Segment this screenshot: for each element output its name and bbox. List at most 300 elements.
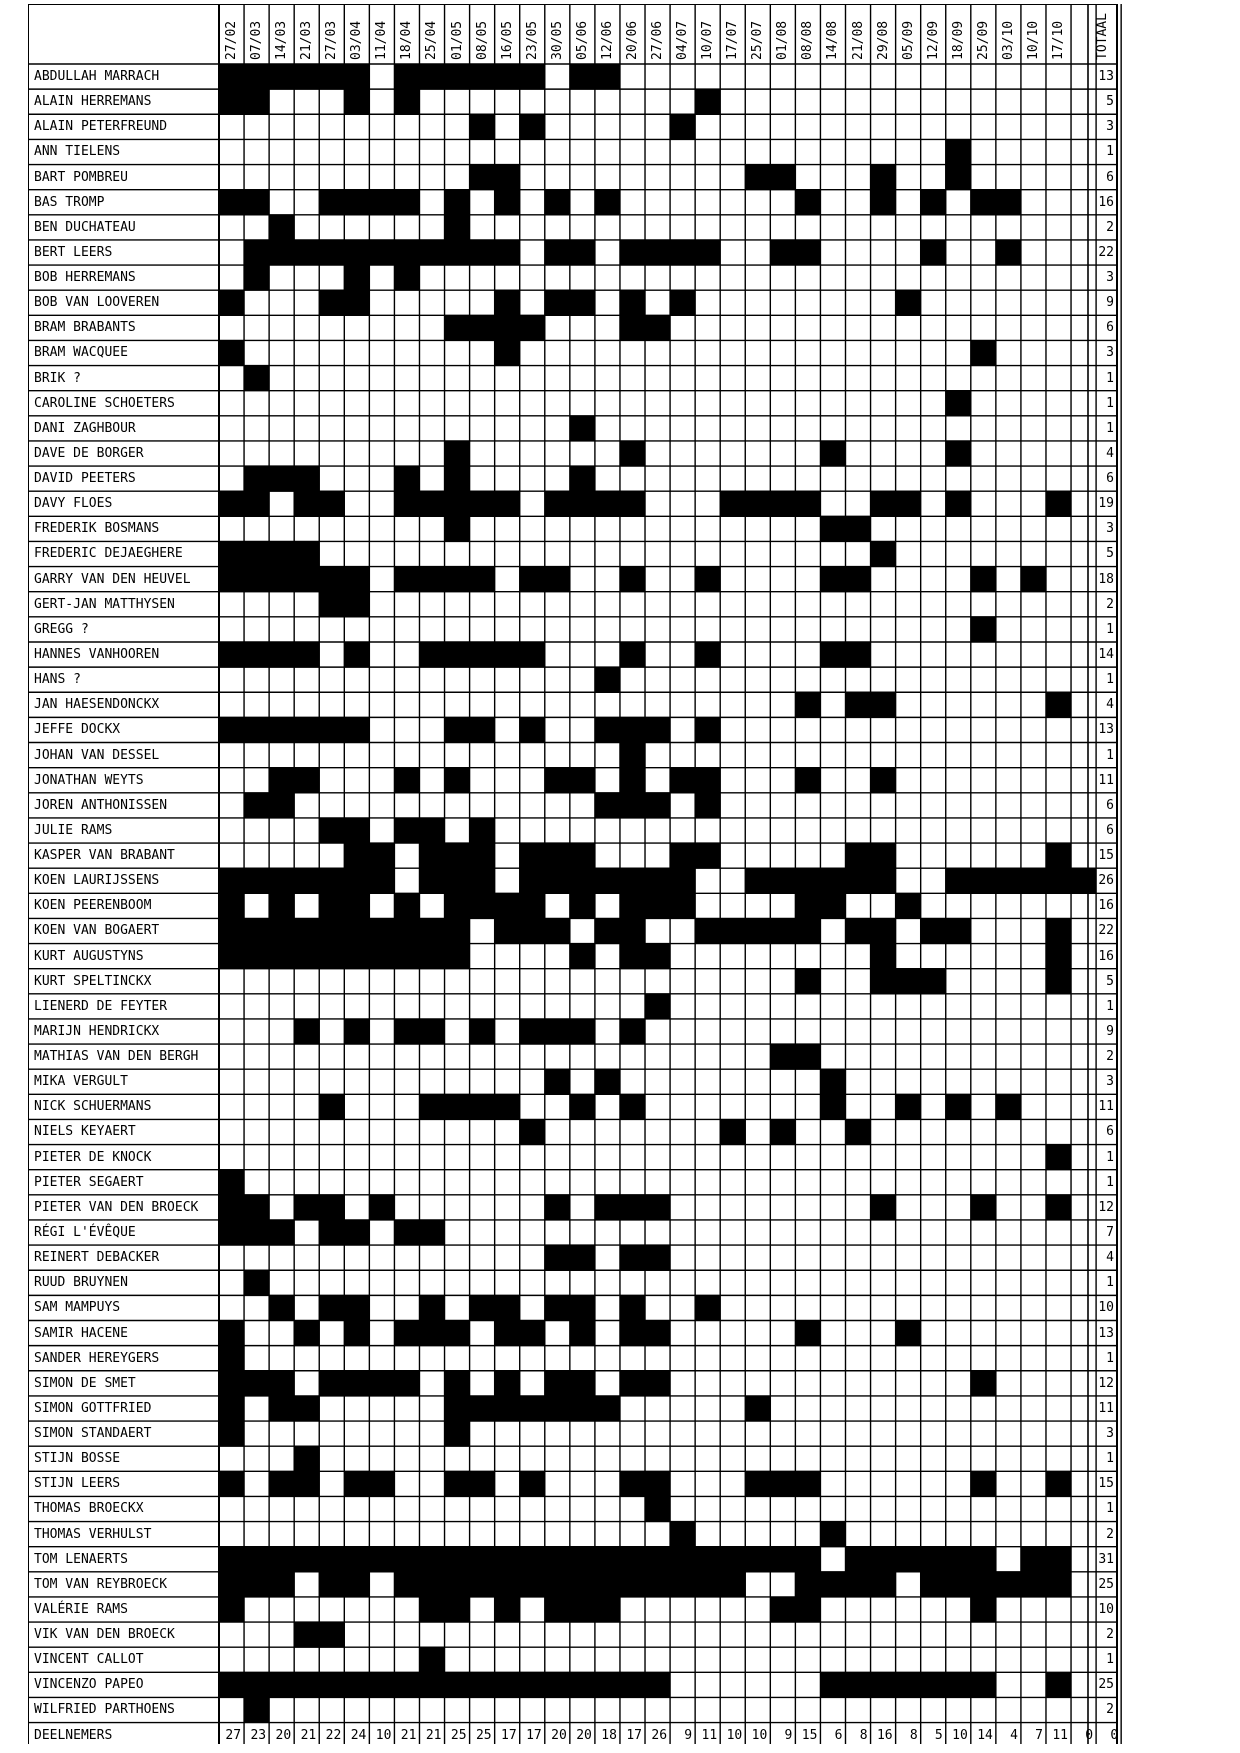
attendance-mark (445, 768, 470, 794)
participant-name: SANDER HEREYGERS (34, 1350, 160, 1366)
attendance-mark (495, 165, 520, 191)
attendance-mark (394, 1547, 419, 1573)
attendance-mark (219, 290, 244, 316)
attendance-mark (770, 491, 795, 517)
attendance-mark (319, 64, 344, 90)
attendance-mark (645, 240, 670, 266)
attendance-mark (846, 1572, 871, 1598)
attendance-mark (445, 1547, 470, 1573)
attendance-mark (871, 843, 896, 869)
participant-total: 1 (1106, 1275, 1114, 1291)
attendance-mark (645, 315, 670, 341)
attendance-mark (419, 567, 444, 593)
participant-total: 19 (1098, 496, 1114, 512)
attendance-mark (269, 1471, 294, 1497)
participant-total: 3 (1106, 119, 1114, 135)
attendance-mark (520, 1396, 545, 1422)
attendance-mark (319, 1195, 344, 1221)
attendance-mark (495, 918, 520, 944)
footer-count: 6 (834, 1727, 843, 1743)
attendance-mark (820, 893, 845, 919)
attendance-mark (244, 1672, 269, 1698)
participant-total: 13 (1098, 1325, 1114, 1341)
participant-name: ALAIN HERREMANS (34, 94, 152, 110)
attendance-mark (1046, 868, 1071, 894)
participant-name: RUUD BRUYNEN (34, 1275, 128, 1291)
attendance-mark (745, 491, 770, 517)
attendance-mark (470, 315, 495, 341)
attendance-mark (795, 491, 820, 517)
footer-count: 17 (626, 1727, 642, 1743)
participant-name: BOB VAN LOOVEREN (34, 295, 160, 311)
date-header: 05/09 (900, 20, 916, 60)
attendance-mark (545, 1396, 570, 1422)
attendance-mark (419, 843, 444, 869)
participant-total: 4 (1106, 697, 1114, 713)
attendance-mark (1046, 843, 1071, 869)
attendance-mark (344, 1321, 369, 1347)
attendance-mark (520, 868, 545, 894)
footer-count: 10 (751, 1727, 768, 1743)
attendance-mark (795, 768, 820, 794)
attendance-mark (244, 466, 269, 492)
attendance-mark (470, 868, 495, 894)
participant-total: 6 (1106, 320, 1114, 336)
attendance-mark (620, 768, 645, 794)
attendance-mark (745, 918, 770, 944)
attendance-mark (244, 793, 269, 819)
attendance-mark (495, 190, 520, 216)
attendance-mark (896, 969, 921, 995)
attendance-mark (470, 1396, 495, 1422)
participant-name: HANS ? (34, 672, 81, 688)
attendance-mark (921, 1547, 946, 1573)
attendance-mark (445, 944, 470, 970)
attendance-mark (996, 240, 1021, 266)
attendance-mark (545, 1371, 570, 1397)
participant-name: NIELS KEYAERT (34, 1124, 136, 1140)
attendance-mark (620, 1471, 645, 1497)
participant-name: BRIK ? (34, 370, 81, 386)
attendance-mark (545, 190, 570, 216)
attendance-mark (1046, 1145, 1071, 1171)
attendance-mark (570, 1245, 595, 1271)
attendance-mark (244, 64, 269, 90)
attendance-mark (645, 1496, 670, 1522)
attendance-mark (946, 918, 971, 944)
attendance-mark (394, 240, 419, 266)
participant-name: MATHIAS VAN DEN BERGH (34, 1049, 199, 1065)
attendance-mark (219, 944, 244, 970)
attendance-mark (695, 843, 720, 869)
footer-count: 25 (475, 1727, 492, 1743)
participant-name: KOEN VAN BOGAERT (34, 923, 160, 939)
participant-total: 12 (1098, 1375, 1114, 1391)
attendance-mark (996, 190, 1021, 216)
participant-name: RÉGI L'ÉVÊQUE (34, 1224, 136, 1240)
attendance-mark (445, 1672, 470, 1698)
attendance-mark (795, 1572, 820, 1598)
footer-count: 9 (784, 1727, 793, 1743)
footer-count: 7 (1035, 1727, 1043, 1743)
attendance-mark (520, 893, 545, 919)
participant-name: DAVID PEETERS (34, 471, 136, 487)
attendance-mark (971, 340, 996, 366)
attendance-mark (720, 491, 745, 517)
participant-total: 25 (1098, 1576, 1114, 1592)
attendance-mark (294, 1547, 319, 1573)
attendance-mark (595, 1396, 620, 1422)
attendance-mark (495, 340, 520, 366)
attendance-mark (495, 642, 520, 668)
attendance-mark (294, 1321, 319, 1347)
attendance-mark (545, 843, 570, 869)
participant-name: TOM LENAERTS (34, 1551, 128, 1567)
attendance-mark (445, 893, 470, 919)
attendance-mark (545, 1195, 570, 1221)
attendance-mark (495, 1597, 520, 1623)
date-header: 25/04 (424, 20, 440, 60)
attendance-mark (244, 944, 269, 970)
attendance-mark (419, 240, 444, 266)
attendance-mark (244, 190, 269, 216)
attendance-mark (770, 918, 795, 944)
attendance-mark (720, 1547, 745, 1573)
participant-total: 3 (1106, 270, 1114, 286)
attendance-mark (871, 768, 896, 794)
footer-count: 27 (225, 1727, 242, 1743)
attendance-mark (445, 868, 470, 894)
attendance-mark (570, 1295, 595, 1321)
attendance-mark (495, 290, 520, 316)
attendance-mark (620, 441, 645, 467)
attendance-mark (570, 64, 595, 90)
attendance-mark (620, 893, 645, 919)
attendance-mark (570, 466, 595, 492)
attendance-mark (795, 868, 820, 894)
attendance-mark (470, 1672, 495, 1698)
attendance-mark (896, 290, 921, 316)
attendance-mark (846, 642, 871, 668)
attendance-mark (971, 1195, 996, 1221)
attendance-mark (394, 466, 419, 492)
attendance-mark (495, 1371, 520, 1397)
participant-name: HANNES VANHOOREN (34, 646, 160, 662)
attendance-mark (369, 944, 394, 970)
attendance-mark (319, 491, 344, 517)
attendance-mark (570, 1371, 595, 1397)
attendance-mark (419, 491, 444, 517)
participant-total: 13 (1098, 69, 1114, 84)
attendance-mark (394, 491, 419, 517)
attendance-mark (946, 1672, 971, 1698)
attendance-mark (795, 893, 820, 919)
attendance-mark (520, 1119, 545, 1145)
attendance-mark (344, 89, 369, 115)
participant-name: KASPER VAN BRABANT (34, 848, 175, 864)
attendance-mark (344, 592, 369, 618)
attendance-mark (520, 567, 545, 593)
footer-count: 11 (701, 1727, 718, 1743)
attendance-mark (344, 717, 369, 743)
attendance-mark (620, 1572, 645, 1598)
attendance-mark (294, 1396, 319, 1422)
attendance-mark (695, 1547, 720, 1573)
attendance-mark (344, 1295, 369, 1321)
attendance-mark (695, 567, 720, 593)
attendance-mark (319, 1220, 344, 1246)
participant-total: 18 (1098, 571, 1114, 587)
attendance-mark (219, 89, 244, 115)
attendance-mark (695, 717, 720, 743)
attendance-mark (344, 290, 369, 316)
attendance-mark (394, 567, 419, 593)
attendance-mark (670, 1522, 695, 1548)
attendance-mark (570, 290, 595, 316)
attendance-mark (319, 1622, 344, 1648)
participant-name: JAN HAESENDONCKX (34, 697, 160, 713)
attendance-mark (570, 843, 595, 869)
attendance-mark (369, 843, 394, 869)
attendance-mark (269, 466, 294, 492)
attendance-mark (369, 1371, 394, 1397)
attendance-mark (946, 1094, 971, 1120)
attendance-mark (695, 240, 720, 266)
attendance-mark (595, 793, 620, 819)
attendance-mark (445, 567, 470, 593)
attendance-mark (419, 1647, 444, 1673)
attendance-mark (846, 1672, 871, 1698)
attendance-mark (620, 642, 645, 668)
attendance-mark (244, 541, 269, 567)
participant-name: THOMAS BROECKX (34, 1501, 144, 1517)
attendance-mark (971, 1371, 996, 1397)
attendance-mark (419, 1295, 444, 1321)
attendance-mark (394, 1321, 419, 1347)
attendance-mark (570, 893, 595, 919)
participant-total: 1 (1106, 1174, 1114, 1190)
attendance-mark (219, 1597, 244, 1623)
attendance-mark (244, 868, 269, 894)
attendance-mark (820, 567, 845, 593)
attendance-mark (971, 617, 996, 643)
attendance-mark (294, 466, 319, 492)
attendance-mark (219, 567, 244, 593)
attendance-mark (996, 1094, 1021, 1120)
attendance-mark (620, 491, 645, 517)
attendance-mark (620, 1245, 645, 1271)
date-header: 12/09 (925, 20, 941, 60)
attendance-mark (319, 1572, 344, 1598)
attendance-mark (369, 1672, 394, 1698)
attendance-mark (319, 1094, 344, 1120)
attendance-mark (344, 893, 369, 919)
attendance-mark (294, 240, 319, 266)
attendance-mark (269, 893, 294, 919)
attendance-mark (745, 868, 770, 894)
participant-total: 3 (1106, 1074, 1114, 1090)
attendance-mark (545, 1245, 570, 1271)
attendance-mark (520, 1672, 545, 1698)
attendance-mark (319, 717, 344, 743)
participant-total: 4 (1106, 1250, 1114, 1266)
attendance-mark (244, 1270, 269, 1296)
date-header: 05/06 (574, 20, 590, 60)
attendance-mark (495, 1094, 520, 1120)
attendance-mark (1046, 1547, 1071, 1573)
attendance-mark (620, 1547, 645, 1573)
attendance-mark (620, 1195, 645, 1221)
attendance-mark (820, 1572, 845, 1598)
participant-name: JULIE RAMS (34, 822, 113, 838)
participant-total: 15 (1098, 848, 1114, 864)
footer-count: 10 (375, 1727, 392, 1743)
attendance-mark (921, 240, 946, 266)
attendance-mark (570, 1396, 595, 1422)
attendance-mark (595, 918, 620, 944)
attendance-mark (495, 1672, 520, 1698)
attendance-mark (219, 642, 244, 668)
participant-total: 5 (1106, 973, 1114, 989)
attendance-mark (720, 1572, 745, 1598)
attendance-mark (294, 1672, 319, 1698)
footer-count: 20 (551, 1727, 567, 1743)
attendance-mark (1046, 692, 1071, 718)
attendance-mark (344, 1019, 369, 1045)
attendance-mark (1046, 969, 1071, 995)
attendance-mark (695, 793, 720, 819)
attendance-mark (595, 1597, 620, 1623)
participant-name: BRAM BRABANTS (34, 320, 136, 336)
attendance-mark (971, 1471, 996, 1497)
attendance-mark (369, 918, 394, 944)
attendance-mark (344, 1672, 369, 1698)
attendance-mark (820, 1094, 845, 1120)
date-header: 11/04 (374, 20, 390, 60)
participant-name: JOHAN VAN DESSEL (34, 747, 160, 763)
attendance-mark (620, 1094, 645, 1120)
footer-count: 17 (501, 1727, 517, 1743)
attendance-mark (319, 868, 344, 894)
attendance-mark (344, 818, 369, 844)
attendance-mark (971, 1597, 996, 1623)
attendance-mark (419, 1672, 444, 1698)
attendance-mark (219, 1471, 244, 1497)
attendance-mark (820, 516, 845, 542)
footer-count: 20 (576, 1727, 592, 1743)
participant-total: 3 (1106, 1426, 1114, 1442)
attendance-mark (344, 918, 369, 944)
attendance-mark (445, 516, 470, 542)
participant-total: 25 (1098, 1677, 1114, 1693)
attendance-mark (595, 1195, 620, 1221)
attendance-mark (846, 843, 871, 869)
attendance-mark (846, 567, 871, 593)
footer-count: 5 (934, 1727, 943, 1743)
attendance-mark (369, 1547, 394, 1573)
attendance-mark (394, 1672, 419, 1698)
participant-total: 31 (1098, 1551, 1114, 1567)
attendance-mark (269, 793, 294, 819)
attendance-mark (445, 491, 470, 517)
attendance-mark (369, 1195, 394, 1221)
date-header: 07/03 (249, 20, 265, 60)
participant-total: 11 (1098, 772, 1114, 788)
attendance-mark (1021, 1547, 1046, 1573)
participant-name: BOB HERREMANS (34, 270, 136, 286)
attendance-mark (394, 893, 419, 919)
attendance-mark (419, 868, 444, 894)
attendance-mark (1046, 1672, 1071, 1698)
participant-name: VALÉRIE RAMS (34, 1601, 128, 1617)
attendance-mark (445, 190, 470, 216)
attendance-mark (470, 717, 495, 743)
attendance-mark (419, 918, 444, 944)
attendance-mark (645, 893, 670, 919)
attendance-mark (219, 1220, 244, 1246)
attendance-mark (219, 1195, 244, 1221)
attendance-mark (670, 843, 695, 869)
footer-count: 20 (275, 1727, 292, 1743)
attendance-mark (394, 944, 419, 970)
attendance-mark (520, 843, 545, 869)
attendance-mark (495, 1572, 520, 1598)
participant-name: SAMIR HACENE (34, 1325, 128, 1341)
attendance-mark (369, 240, 394, 266)
participant-name: BART POMBREU (34, 169, 128, 185)
date-header: 18/04 (399, 20, 415, 60)
attendance-mark (645, 1672, 670, 1698)
attendance-mark (871, 1547, 896, 1573)
attendance-mark (545, 768, 570, 794)
date-header: 10/10 (1025, 20, 1041, 60)
attendance-mark (871, 541, 896, 567)
attendance-mark (795, 1321, 820, 1347)
attendance-mark (570, 1321, 595, 1347)
attendance-mark (344, 868, 369, 894)
participant-name: JONATHAN WEYTS (34, 772, 144, 788)
participant-name: VINCENT CALLOT (34, 1652, 144, 1668)
date-header: 27/03 (324, 20, 340, 60)
participant-total: 1 (1106, 1149, 1114, 1165)
attendance-mark (846, 692, 871, 718)
attendance-mark (470, 64, 495, 90)
attendance-mark (520, 642, 545, 668)
attendance-mark (520, 1547, 545, 1573)
attendance-mark (219, 64, 244, 90)
attendance-mark (570, 240, 595, 266)
participant-name: WILFRIED PARTHOENS (34, 1702, 175, 1718)
attendance-mark (921, 969, 946, 995)
date-header: 29/08 (875, 20, 891, 60)
footer-label: DEELNEMERS (34, 1727, 113, 1743)
participant-name: FREDERIC DEJAEGHERE (34, 546, 183, 562)
attendance-mark (946, 441, 971, 467)
participant-total: 1 (1106, 1652, 1114, 1668)
attendance-mark (595, 64, 620, 90)
attendance-mark (570, 944, 595, 970)
attendance-mark (896, 491, 921, 517)
attendance-mark (745, 1471, 770, 1497)
attendance-mark (1046, 1572, 1071, 1598)
attendance-mark (620, 1321, 645, 1347)
participant-name: JOREN ANTHONISSEN (34, 797, 168, 813)
attendance-mark (219, 1346, 244, 1372)
attendance-mark (1021, 567, 1046, 593)
attendance-mark (495, 1295, 520, 1321)
participant-total: 12 (1098, 1199, 1114, 1215)
attendance-mark (645, 1371, 670, 1397)
